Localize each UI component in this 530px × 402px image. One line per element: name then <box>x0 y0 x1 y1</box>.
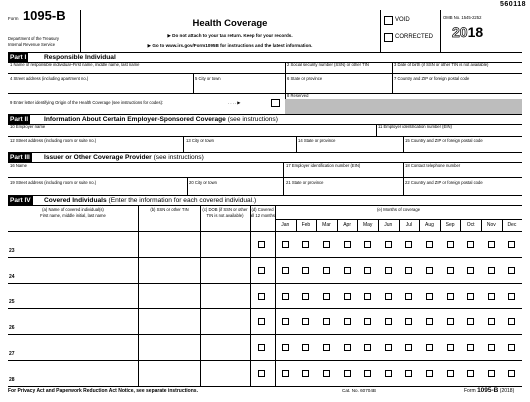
form-prefix: Form <box>8 16 19 21</box>
row-number-26: 26 <box>9 325 15 332</box>
month-checkbox-jan[interactable] <box>282 267 289 274</box>
corrected-label: CORRECTED <box>395 34 434 40</box>
field12-label: 12 Street address (including room or suite no.) <box>10 138 97 143</box>
table-row <box>8 257 522 283</box>
month-checkbox-jan[interactable] <box>282 318 289 325</box>
covered-all-months-checkbox[interactable] <box>258 318 265 325</box>
month-col-divider <box>481 219 482 231</box>
rule <box>8 205 522 206</box>
month-checkbox-jun[interactable] <box>385 293 392 300</box>
form-number-text: 1095-B <box>22 8 66 23</box>
dept-treasury: Department of the Treasury <box>8 36 59 41</box>
corrected-checkbox[interactable] <box>384 33 393 42</box>
field9-origin-box[interactable] <box>271 99 280 107</box>
month-header-may: May <box>362 222 373 228</box>
month-header-mar: Mar <box>322 222 331 228</box>
part4-title <box>44 196 256 205</box>
month-col-divider <box>357 219 358 231</box>
irs-name: Internal Revenue Service <box>8 42 56 47</box>
month-checkbox-oct[interactable] <box>467 344 474 351</box>
part2-label: Part II <box>10 116 29 123</box>
month-header-oct: Oct <box>466 222 475 228</box>
part4-label: Part IV <box>10 197 31 204</box>
month-checkbox-nov[interactable] <box>488 267 495 274</box>
row-number-28: 28 <box>9 376 15 383</box>
col-d-header-2: all 12 months <box>250 213 275 218</box>
month-checkbox-jul[interactable] <box>405 267 412 274</box>
month-checkbox-jan[interactable] <box>282 293 289 300</box>
month-col-divider <box>502 219 503 231</box>
rule <box>283 177 284 195</box>
month-checkbox-oct[interactable] <box>467 241 474 248</box>
col-a-header-1: (a) Name of covered individual(s) <box>42 207 104 212</box>
table-row <box>8 308 522 334</box>
field21-label: 21 State or province <box>286 180 324 185</box>
field17-label: 17 Employer identification number (EIN) <box>286 163 361 168</box>
month-checkbox-apr[interactable] <box>344 241 351 248</box>
month-checkbox-mar[interactable] <box>323 370 330 377</box>
field1-label: 1 Name of responsible individual–First name, middle name, last name <box>10 62 140 67</box>
month-checkbox-oct[interactable] <box>467 293 474 300</box>
month-checkbox-sep[interactable] <box>447 267 454 274</box>
row-number-24: 24 <box>9 273 15 280</box>
col-c-header-1: (c) DOB (if SSN or other <box>202 207 248 212</box>
month-checkbox-aug[interactable] <box>426 293 433 300</box>
month-checkbox-aug[interactable] <box>426 370 433 377</box>
month-checkbox-apr[interactable] <box>344 370 351 377</box>
field6-label: 6 State or province <box>287 76 323 81</box>
header-divider-right <box>440 10 441 52</box>
month-header-apr: Apr <box>343 222 351 228</box>
month-header-aug: Aug <box>425 222 434 228</box>
month-checkbox-jul[interactable] <box>405 293 412 300</box>
table-row <box>8 360 522 386</box>
covered-all-months-checkbox[interactable] <box>258 344 265 351</box>
header-divider-mid <box>380 10 381 52</box>
instruction-attach: ▶ Do not attach to your tax return. Keep for your records. <box>167 33 293 38</box>
catalog-number: Cat. No. 60704B <box>342 388 376 393</box>
col-d-header-1: (d) Covered <box>251 207 274 212</box>
rule <box>403 177 404 195</box>
month-checkbox-feb[interactable] <box>302 267 309 274</box>
col-b-header: (b) SSN or other TIN <box>150 207 189 212</box>
covered-all-months-checkbox[interactable] <box>258 370 265 377</box>
month-checkbox-oct[interactable] <box>467 318 474 325</box>
month-checkbox-apr[interactable] <box>344 318 351 325</box>
month-checkbox-mar[interactable] <box>323 293 330 300</box>
rule <box>8 386 522 387</box>
month-checkbox-sep[interactable] <box>447 370 454 377</box>
covered-all-months-checkbox[interactable] <box>258 293 265 300</box>
part1-label: Part I <box>10 54 27 61</box>
month-col-divider <box>296 219 297 231</box>
month-checkbox-may[interactable] <box>364 344 371 351</box>
month-checkbox-may[interactable] <box>364 267 371 274</box>
field20-label: 20 City or town <box>189 180 217 185</box>
col-e-header: (e) Months of coverage <box>376 207 421 212</box>
barcode-number: 560118 <box>500 1 526 8</box>
field11-label: 11 Employer identification number (EIN) <box>378 124 452 129</box>
month-checkbox-sep[interactable] <box>447 241 454 248</box>
void-label: VOID <box>395 17 410 23</box>
field16-label: 16 Name <box>10 163 27 168</box>
month-checkbox-may[interactable] <box>364 293 371 300</box>
month-checkbox-may[interactable] <box>364 318 371 325</box>
month-checkbox-jan[interactable] <box>282 344 289 351</box>
footer-form-year: (2018) <box>499 388 515 394</box>
tax-year <box>452 24 483 40</box>
month-checkbox-nov[interactable] <box>488 241 495 248</box>
rule <box>296 136 297 152</box>
rule <box>183 136 184 152</box>
tax-year-prefix: 20 <box>452 24 468 40</box>
rule <box>403 136 404 152</box>
part2-title-text: Information About Certain Employer-Sponsored Coverage <box>44 116 226 123</box>
month-header-nov: Nov <box>486 222 496 228</box>
month-header-jul: Jul <box>405 222 413 228</box>
month-checkbox-jun[interactable] <box>385 267 392 274</box>
month-checkbox-oct[interactable] <box>467 370 474 377</box>
month-checkbox-dec[interactable] <box>508 318 515 325</box>
month-checkbox-aug[interactable] <box>426 241 433 248</box>
month-checkbox-feb[interactable] <box>302 370 309 377</box>
form-number <box>8 7 66 25</box>
col-a-header-2: First name, middle initial, last name <box>40 213 106 218</box>
instruction-website: ▶ Go to www.irs.gov/Form1095B for instructions and the latest information. <box>147 43 313 48</box>
month-checkbox-sep[interactable] <box>447 293 454 300</box>
rule <box>392 62 393 93</box>
field4-label: 4 Street address (including apartment no.) <box>10 76 89 81</box>
month-header-jun: Jun <box>384 222 393 228</box>
month-checkbox-jul[interactable] <box>405 344 412 351</box>
field13-label: 13 City or town <box>186 138 214 143</box>
month-checkbox-aug[interactable] <box>426 267 433 274</box>
month-header-dec: Dec <box>507 222 517 228</box>
rule <box>403 162 404 177</box>
row-number-23: 23 <box>9 247 15 254</box>
part2-title <box>44 115 278 124</box>
month-header-sep: Sep <box>445 222 455 228</box>
field19-label: 19 Street address (including room or suite no.) <box>10 180 97 185</box>
month-checkbox-jul[interactable] <box>405 370 412 377</box>
month-checkbox-jan[interactable] <box>282 241 289 248</box>
field5-label: 5 City or town <box>195 76 221 81</box>
month-checkbox-jul[interactable] <box>405 318 412 325</box>
month-col-divider <box>337 219 338 231</box>
month-checkbox-nov[interactable] <box>488 370 495 377</box>
month-checkbox-oct[interactable] <box>467 267 474 274</box>
reserved-shaded-area <box>285 99 522 114</box>
part4-title-note: (Enter the information for each covered individual.) <box>108 197 257 204</box>
part3-title <box>44 153 204 162</box>
field15-label: 15 Country and ZIP or foreign postal code <box>405 138 483 143</box>
month-checkbox-mar[interactable] <box>323 241 330 248</box>
field10-label: 10 Employer name <box>10 124 46 129</box>
month-col-divider <box>399 219 400 231</box>
part4-title-text: Covered Individuals <box>44 197 107 204</box>
month-header-feb: Feb <box>301 222 311 228</box>
privacy-notice: For Privacy Act and Paperwork Reduction Act Notice, see separate instructions. <box>8 388 198 394</box>
omb-number: OMB No. 1545-2252 <box>443 15 482 20</box>
rule <box>8 136 522 137</box>
month-checkbox-apr[interactable] <box>344 267 351 274</box>
field8-label: 8 Reserved <box>287 93 309 98</box>
rule <box>8 93 522 94</box>
form-title: Health Coverage <box>192 18 268 29</box>
covered-all-months-checkbox[interactable] <box>258 267 265 274</box>
footer-form-number: 1095-B <box>477 387 499 394</box>
tax-year-suffix: 18 <box>467 24 484 40</box>
month-checkbox-dec[interactable] <box>508 267 515 274</box>
void-checkbox[interactable] <box>384 16 393 25</box>
month-col-divider <box>460 219 461 231</box>
month-checkbox-jun[interactable] <box>385 344 392 351</box>
field9-leader: . . . . ▶ <box>228 100 241 105</box>
month-checkbox-feb[interactable] <box>302 344 309 351</box>
row-number-27: 27 <box>9 351 15 357</box>
field2-label: 2 Social security number (SSN) or other TIN <box>287 62 369 67</box>
month-checkbox-sep[interactable] <box>447 344 454 351</box>
month-col-divider <box>378 219 379 231</box>
month-col-divider <box>440 219 441 231</box>
field22-label: 22 Country and ZIP or foreign postal code <box>405 180 483 185</box>
month-checkbox-jun[interactable] <box>385 370 392 377</box>
table-row <box>8 334 522 360</box>
month-checkbox-nov[interactable] <box>488 344 495 351</box>
footer-form-id <box>464 387 514 394</box>
col-c-header-2: TIN is not available) <box>206 213 244 218</box>
month-checkbox-may[interactable] <box>364 241 371 248</box>
month-checkbox-mar[interactable] <box>323 267 330 274</box>
month-header-jan: Jan <box>281 222 290 228</box>
month-checkbox-nov[interactable] <box>488 293 495 300</box>
month-checkbox-sep[interactable] <box>447 318 454 325</box>
month-checkbox-feb[interactable] <box>302 293 309 300</box>
month-checkbox-aug[interactable] <box>426 344 433 351</box>
month-checkbox-feb[interactable] <box>302 241 309 248</box>
month-checkbox-jan[interactable] <box>282 370 289 377</box>
table-row <box>8 283 522 309</box>
month-checkbox-feb[interactable] <box>302 318 309 325</box>
month-checkbox-nov[interactable] <box>488 318 495 325</box>
month-checkbox-mar[interactable] <box>323 344 330 351</box>
month-checkbox-dec[interactable] <box>508 344 515 351</box>
month-checkbox-dec[interactable] <box>508 370 515 377</box>
month-checkbox-jun[interactable] <box>385 241 392 248</box>
field14-label: 14 State or province <box>298 138 336 143</box>
month-col-divider <box>419 219 420 231</box>
month-checkbox-apr[interactable] <box>344 344 351 351</box>
table-row <box>8 231 522 257</box>
footer-form-label: Form <box>464 388 476 394</box>
field3-label: 3 Date of birth (if SSN or other TIN is not available) <box>394 62 489 67</box>
month-checkbox-jun[interactable] <box>385 318 392 325</box>
part2-title-note: (see instructions) <box>227 116 278 123</box>
part1-title: Responsible Individual <box>44 54 116 61</box>
month-checkbox-dec[interactable] <box>508 241 515 248</box>
month-checkbox-aug[interactable] <box>426 318 433 325</box>
month-checkbox-may[interactable] <box>364 370 371 377</box>
month-col-divider <box>316 219 317 231</box>
field18-label: 18 Contact telephone number <box>405 163 461 168</box>
rule <box>193 73 194 93</box>
rule <box>187 177 188 195</box>
field7-label: 7 Country and ZIP or foreign postal code <box>394 76 470 81</box>
covered-all-months-checkbox[interactable] <box>258 241 265 248</box>
part3-title-note: (see instructions) <box>153 154 204 161</box>
part3-label: Part III <box>10 154 30 161</box>
row-number-25: 25 <box>9 299 15 306</box>
rule <box>376 124 377 136</box>
part3-title-text: Issuer or Other Coverage Provider <box>44 154 152 161</box>
field9-label: 9 Enter letter identifying Origin of the Health Coverage (see instructions for codes): <box>10 100 164 105</box>
month-checkbox-mar[interactable] <box>323 318 330 325</box>
month-checkbox-jul[interactable] <box>405 241 412 248</box>
rule <box>8 177 522 178</box>
rule <box>8 73 522 74</box>
month-checkbox-dec[interactable] <box>508 293 515 300</box>
month-checkbox-apr[interactable] <box>344 293 351 300</box>
rule <box>283 162 284 177</box>
